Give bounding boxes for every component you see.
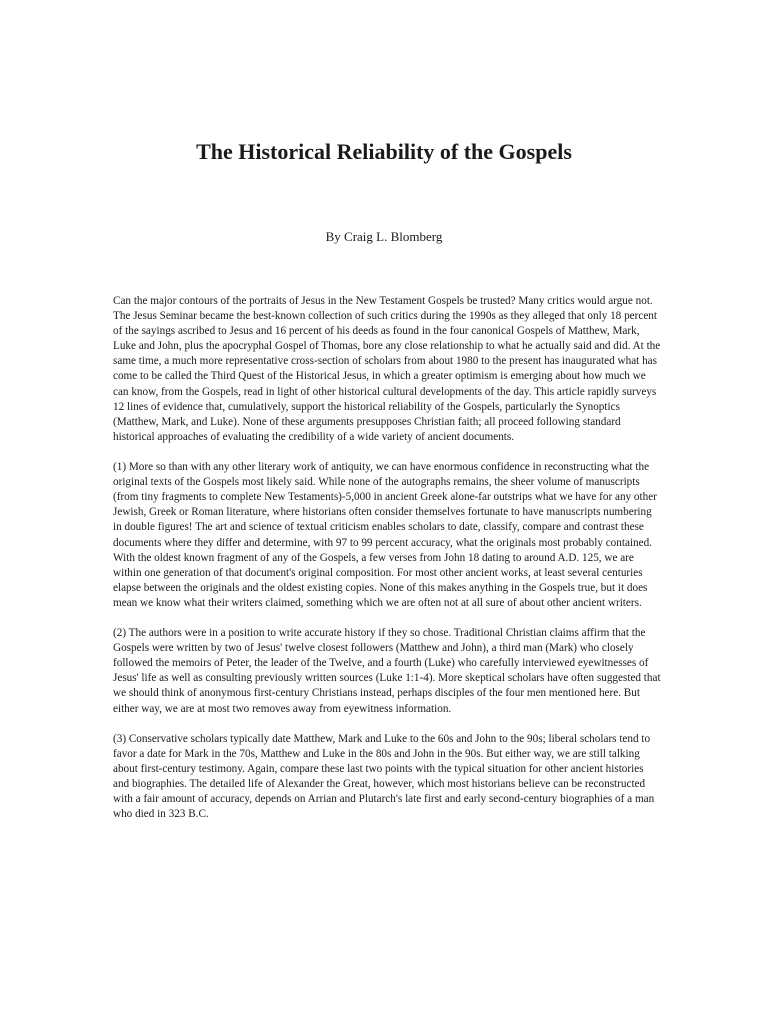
author-byline: By Craig L. Blomberg	[325, 229, 443, 244]
paragraph-point-2: (2) The authors were in a position to write accurate history if they so chose. Traditional Christian claims affirm that the Gospels were written by two of Jesus' twelve closest followers (Matthew and John), a third man (Mark) who closely followed the memoirs of Peter, the leader of the Twelve, and a fourth (Luke) who carefully interviewed eyewitnesses of Jesus' life as well as consulting previously written sources (Luke 1:1-4). More skeptical scholars have often suggested that we should think of anonymous first-century Christians instead, perhaps disciples of the four men mentioned here. But either way, we are at most two removes away from eyewitness information.	[113, 627, 661, 715]
paragraph-point-1: (1) More so than with any other literary work of antiquity, we can have enormous confidence in reconstructing what the original texts of the Gospels most likely said. While none of the autographs remains, the sheer volume of manuscripts (from tiny fragments to complete New Testaments)-5,000 in ancient Greek alone-far outstrips what we have for any other Jewish, Greek or Roman literature, where historians often consider themselves fortunate to have manuscripts numbering in double figures! The art and science of textual criticism enables scholars to date, classify, compare and contrast these documents where they differ and determine, with 97 to 99 percent accuracy, what the originals most probably contained. With the oldest known fragment of any of the Gospels, a few verses from John 18 dating to around A.D. 125, we are within one generation of that document's original composition. For most other ancient works, at least several centuries elapse between the originals and the oldest existing copies. None of this makes anything in the Gospels true, but it does mean we know what their writers claimed, something which we are often not at all sure of about other ancient writers.	[113, 461, 657, 609]
article-body	[113, 294, 662, 837]
paragraph-intro: Can the major contours of the portraits of Jesus in the New Testament Gospels be trusted? Many critics would argue not. The Jesus Seminar became the best-known collection of such critics during the 1990s as they alleged that only 18 percent of the sayings ascribed to Jesus and 16 percent of his deeds as found in the four canonical Gospels of Matthew, Mark, Luke and John, plus the apocryphal Gospel of Thomas, bore any close relationship to what he actually said and did. At the same time, a much more representative cross-section of scholars from about 1980 to the present has inaugurated what has come to be called the Third Quest of the Historical Jesus, in which a greater optimism is emerging about how much we can know, from the Gospels, read in light of other historical cultural developments of the day. This article rapidly surveys 12 lines of evidence that, cumulatively, support the historical reliability of the Gospels, particularly the Synoptics (Matthew, Mark, and Luke). None of these arguments presupposes Christian faith; all proceed following standard historical approaches of evaluating the credibility of a wide variety of ancient documents.	[113, 295, 661, 443]
paragraph-point-3: (3) Conservative scholars typically date Matthew, Mark and Luke to the 60s and John to the 90s; liberal scholars tend to favor a date for Mark in the 70s, Matthew and Luke in the 80s and John in the 90s. But either way, we are still talking about first-century testimony. Again, compare these last two points with the typical situation for other ancient histories and biographies. The detailed life of Alexander the Great, however, which most historians believe can be reconstructed with a fair amount of accuracy, depends on Arrian and Plutarch's late first and early second-century biographies of a man who died in 323 B.C.	[113, 732, 655, 821]
document-title: The Historical Reliability of the Gospels	[196, 139, 572, 164]
